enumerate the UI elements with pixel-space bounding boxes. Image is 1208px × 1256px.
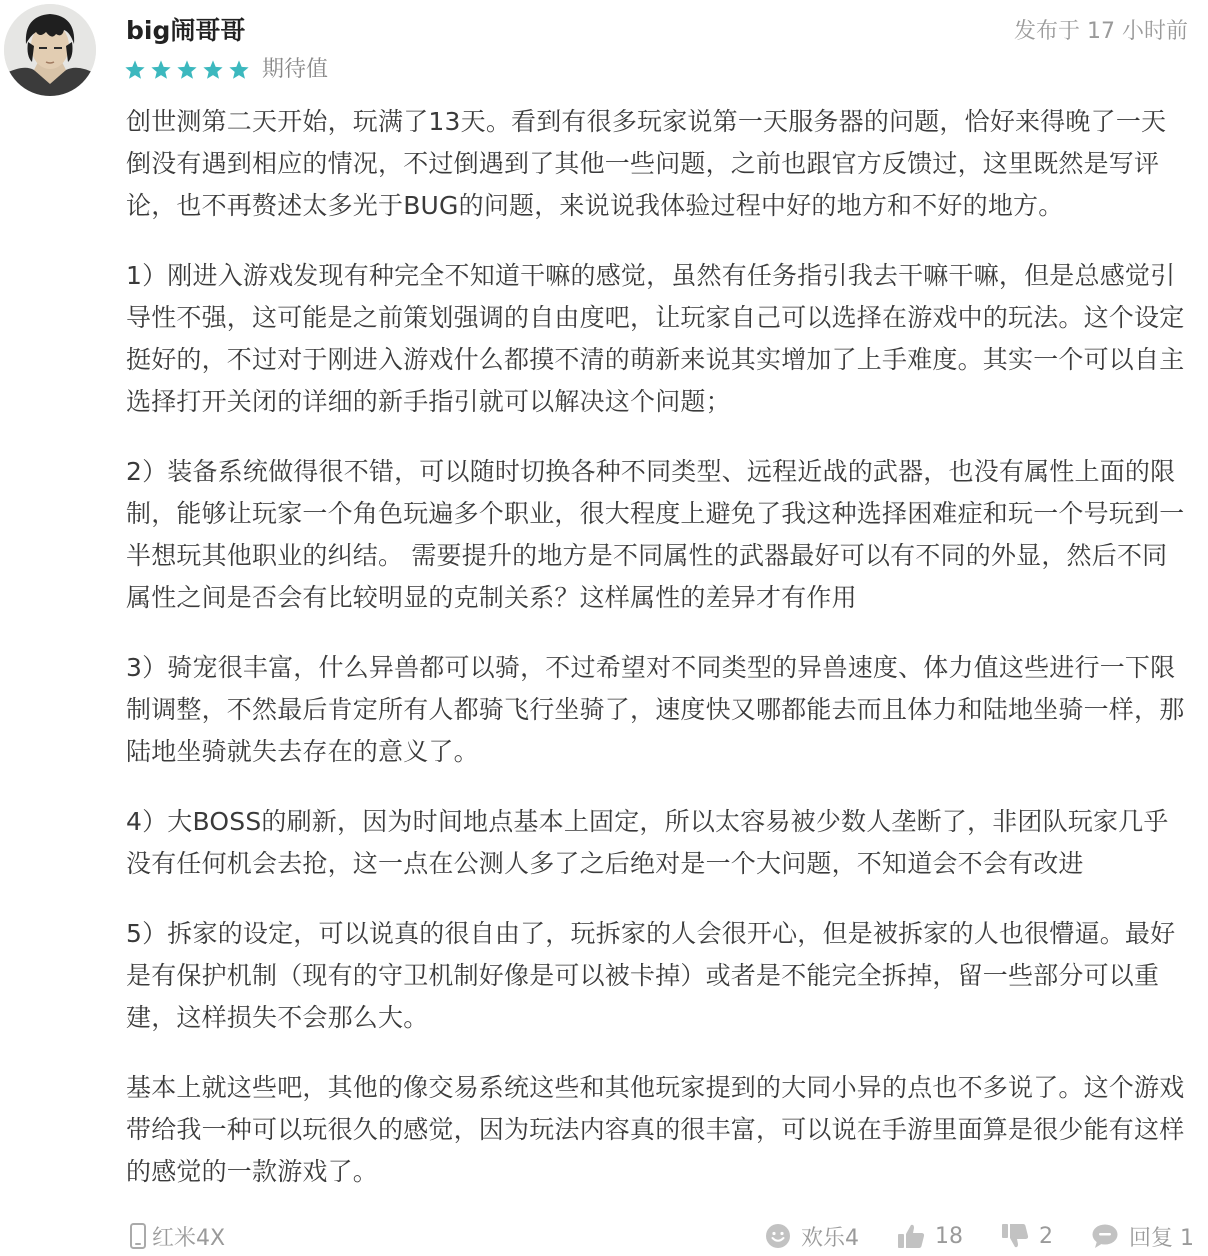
review-paragraph: 3）骑宠很丰富，什么异兽都可以骑，不过希望对不同类型的异兽速度、体力值这些进行一下限制调整，不然最后肯定所有人都骑飞行坐骑了，速度快又哪都能去而且体力和陆地坐骑一样，那陆地坐骑就失去存在的意义了。 xyxy=(126,653,1185,766)
comment-icon xyxy=(1091,1223,1119,1249)
fun-count: 欢乐4 xyxy=(801,1225,859,1251)
review-content xyxy=(126,101,1190,1221)
phone-icon xyxy=(130,1223,146,1249)
rating-label: 期待值 xyxy=(262,57,329,82)
star-rating xyxy=(124,59,254,81)
dislike-count: 2 xyxy=(1039,1223,1053,1249)
reply-count: 回复 1 xyxy=(1129,1225,1194,1251)
review-paragraph: 4）大BOSS的刷新，因为时间地点基本上固定，所以太容易被少数人垄断了，非团队玩家几乎没有任何机会去抢，这一点在公测人多了之后绝对是一个大问题，不知道会不会有改进 xyxy=(126,807,1169,878)
username[interactable]: big闹哥哥 xyxy=(126,16,246,45)
thumbs-up-icon xyxy=(897,1223,925,1249)
reply-button[interactable] xyxy=(1091,1221,1194,1252)
star-icon xyxy=(150,59,172,81)
rating xyxy=(124,56,328,84)
star-icon xyxy=(124,59,146,81)
star-icon xyxy=(228,59,250,81)
device-info xyxy=(130,1218,225,1254)
star-icon xyxy=(202,59,224,81)
avatar[interactable] xyxy=(4,4,96,96)
like-count: 18 xyxy=(935,1223,963,1249)
review-paragraph: 1）刚进入游戏发现有种完全不知道干嘛的感觉，虽然有任务指引我去干嘛干嘛，但是总感觉引导性不强，这可能是之前策划强调的自由度吧，让玩家自己可以选择在游戏中的玩法。这个设定挺好的，不过对于刚进入游戏什么都摸不清的萌新来说其实增加了上手难度。其实一个可以自主选择打开关闭的详细的新手指引就可以解决这个问题； xyxy=(126,261,1185,416)
review-paragraph: 创世测第二天开始，玩满了13天。看到有很多玩家说第一天服务器的问题，恰好来得晚了一天倒没有遇到相应的情况，不过倒遇到了其他一些问题，之前也跟官方反馈过，这里既然是写评论，也不再赘述太多光于BUG的问题，来说说我体验过程中好的地方和不好的地方。 xyxy=(126,107,1167,220)
avatar-image xyxy=(4,4,96,96)
device-name: 红米4X xyxy=(152,1225,226,1251)
dislike-button[interactable] xyxy=(1001,1223,1053,1249)
thumbs-down-icon xyxy=(1001,1223,1029,1249)
smiley-icon xyxy=(765,1223,791,1249)
review-footer xyxy=(126,1218,1194,1254)
review-paragraph: 5）拆家的设定，可以说真的很自由了，玩拆家的人会很开心，但是被拆家的人也很懵逼。最好是有保护机制（现有的守卫机制好像是可以被卡掉）或者是不能完全拆掉，留一些部分可以重建，这样损失不会那么大。 xyxy=(126,919,1176,1032)
fun-button[interactable] xyxy=(765,1221,859,1252)
review-actions xyxy=(727,1218,1194,1254)
review-paragraph: 2）装备系统做得很不错，可以随时切换各种不同类型、远程近战的武器，也没有属性上面的限制，能够让玩家一个角色玩遍多个职业，很大程度上避免了我这种选择困难症和玩一个号玩到一半想玩其他职业的纠结。 需要提升的地方是不同属性的武器最好可以有不同的外显，然后不同属性之间是否会有比较明显的克制关系？这样属性的差异才有作用 xyxy=(126,457,1185,612)
review-paragraph: 基本上就这些吧，其他的像交易系统这些和其他玩家提到的大同小异的点也不多说了。这个游戏带给我一种可以玩很久的感觉，因为玩法内容真的很丰富，可以说在手游里面算是很少能有这样的感觉的一款游戏了。 xyxy=(126,1073,1185,1186)
like-button[interactable] xyxy=(897,1223,963,1249)
star-icon xyxy=(176,59,198,81)
post-timestamp: 发布于 17 小时前 xyxy=(1014,19,1188,44)
